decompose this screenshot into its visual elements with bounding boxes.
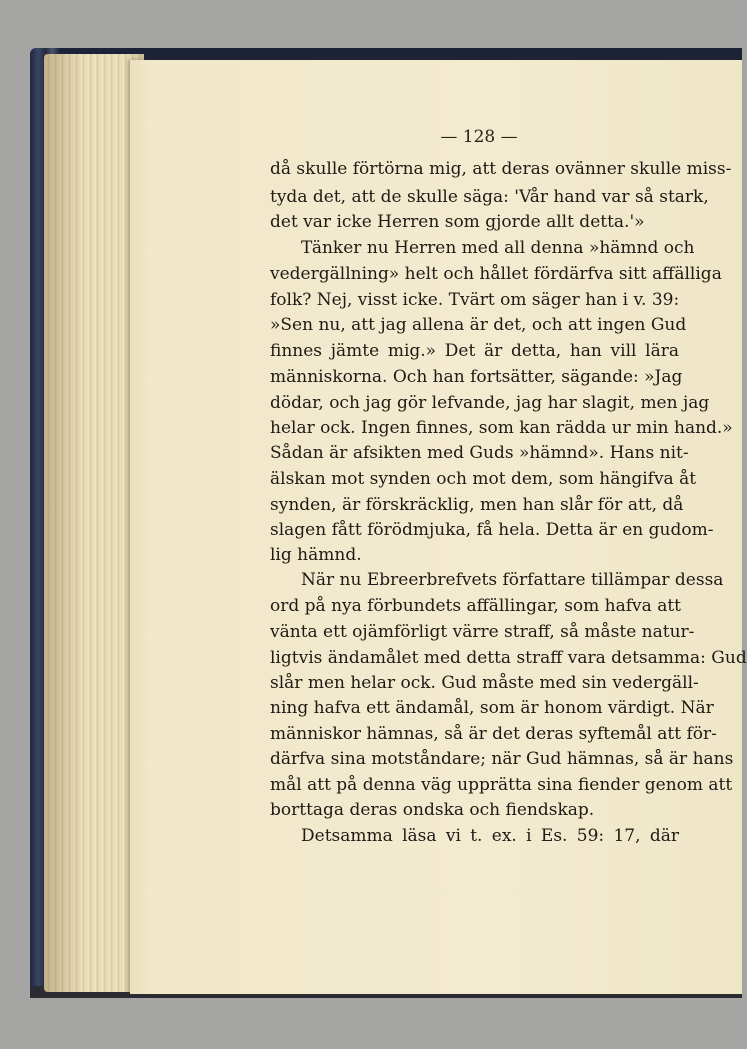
text-line: Sådan är afsikten med Guds »hämnd». Hans nit-	[270, 443, 689, 463]
text-line: »Sen nu, att jag allena är det, och att ingen Gud	[270, 315, 687, 335]
text-line: då skulle förtörna mig, att deras ovänner skulle miss-	[270, 159, 732, 179]
text-line: ning hafva ett ändamål, som är honom värdigt. När	[270, 698, 714, 718]
text-line: älskan mot synden och mot dem, som hängifva åt	[270, 469, 697, 489]
page-number: — 128 —	[440, 127, 518, 147]
text-line: lig hämnd.	[270, 545, 362, 565]
text-line: synden, är förskräcklig, men han slår för att, då	[270, 495, 684, 515]
text-line: därfva sina motståndare; när Gud hämnas, så är hans	[270, 749, 734, 769]
text-line: helar ock. Ingen finnes, som kan rädda ur min hand.»	[270, 418, 733, 438]
page-edges-shadow	[44, 54, 144, 992]
text-line: folk? Nej, visst icke. Tvärt om säger han i v. 39:	[270, 290, 680, 310]
text-line: vänta ett ojämförligt värre straff, så måste natur-	[270, 622, 695, 642]
text-line: människor hämnas, så är det deras syftemål att för-	[270, 724, 717, 744]
text-line: det var icke Herren som gjorde allt detta.'»	[270, 212, 645, 232]
text-line: tyda det, att de skulle säga: 'Vår hand var så stark,	[270, 187, 709, 207]
text-line: dödar, och jag gör lefvande, jag har slagit, men jag	[270, 393, 710, 413]
text-line: ligtvis ändamålet med detta straff vara detsamma: Gud	[270, 648, 747, 668]
text-line: slår men helar ock. Gud måste med sin vedergäll-	[270, 673, 699, 693]
text-line: När nu Ebreerbrefvets författare tillämpar dessa	[301, 570, 724, 590]
text-line: människorna. Och han fortsätter, sägande: »Jag	[270, 367, 683, 387]
text-line: finnes jämte mig.» Det är detta, han vill lära	[270, 341, 679, 361]
text-line: slagen fått förödmjuka, få hela. Detta är en gudom-	[270, 520, 714, 540]
text-line: Tänker nu Herren med all denna »hämnd och	[301, 238, 695, 258]
text-line: mål att på denna väg upprätta sina fiender genom att	[270, 775, 733, 795]
text-line: ord på nya förbundets affällingar, som hafva att	[270, 596, 681, 616]
text-line: borttaga deras ondska och fiendskap.	[270, 800, 595, 820]
text-line: Detsamma läsa vi t. ex. i Es. 59: 17, där	[301, 826, 679, 846]
text-line: vedergällning» helt och hållet fördärfva sitt affälliga	[270, 264, 722, 284]
